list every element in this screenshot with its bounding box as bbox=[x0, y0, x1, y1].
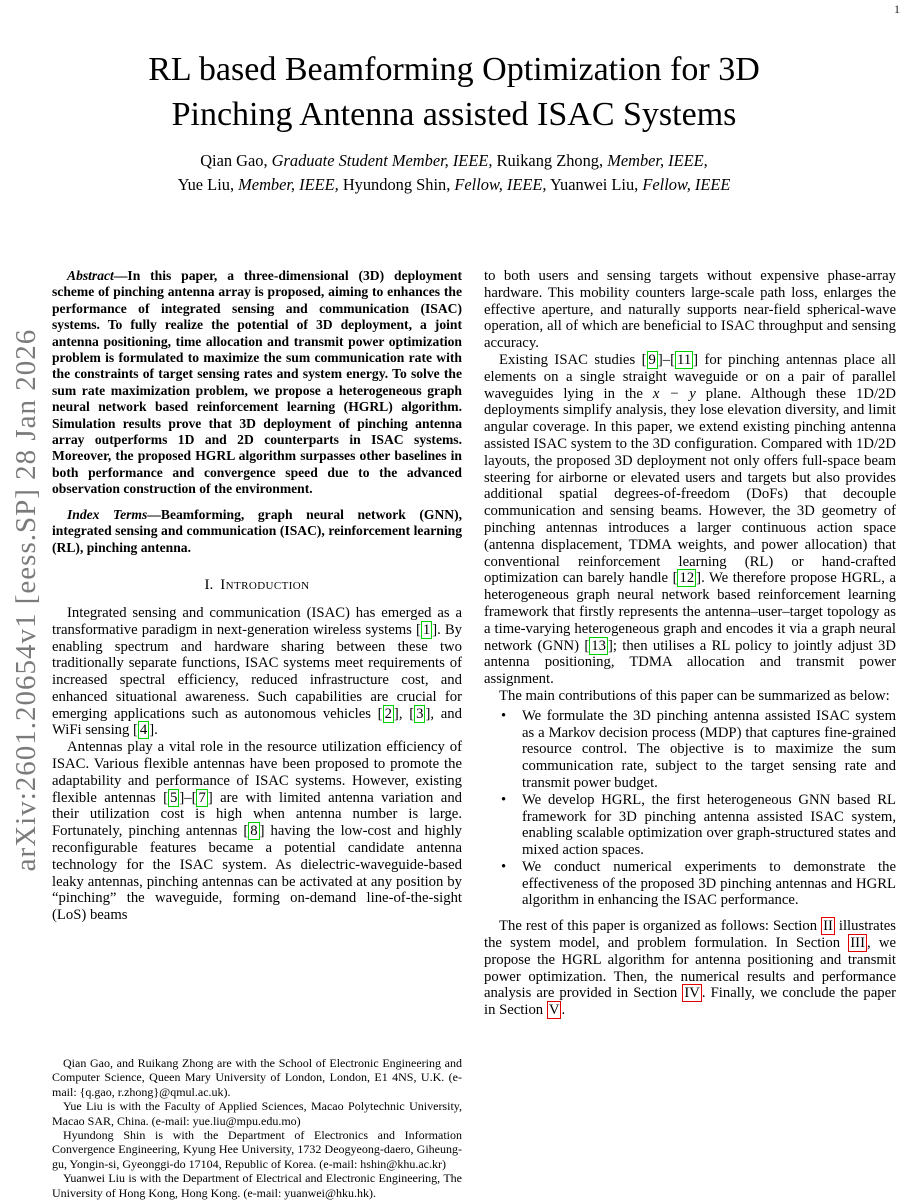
text-segment: Integrated sensing and communication (ISAC) has emerged as a transformative paradigm in next-generation wireless systems [ bbox=[52, 604, 462, 638]
text-segment: Graduate Student Member, IEEE, bbox=[271, 151, 493, 170]
arxiv-stamp: arXiv:2601.20654v1 [eess.SP] 28 Jan 2026 bbox=[10, 328, 42, 872]
author-line-1 bbox=[0, 149, 908, 173]
left-column bbox=[52, 268, 462, 1200]
text-segment: ] are with limited antenna variation and their utilization cost is high when antenna number is large. Fortunately, pinching antennas [ bbox=[52, 789, 463, 840]
text-segment: Existing ISAC studies [ bbox=[499, 351, 647, 368]
page-number: 1 bbox=[894, 2, 900, 16]
text-segment: ] having the low-cost and highly reconfigurable features became a potential candidate antenna technology for the ISAC system. As dielectric-waveguide-based leaky antennas, pinching antennas can be activated at any position by “pinching” the waveguide, forming on-demand line-of-the-sight (LoS) beams bbox=[52, 823, 462, 924]
text-segment: Yuanwei Liu, bbox=[546, 174, 643, 194]
citation-link[interactable]: 2 bbox=[384, 705, 392, 722]
section-number: I. bbox=[204, 576, 214, 593]
footnote-yue-liu: Yue Liu is with the Faculty of Applied Sciences, Macao Polytechnic University, Macao SAR, China. (e-mail: yue.liu@mpu.edu.mo) bbox=[52, 1099, 462, 1128]
text-segment: Index Terms bbox=[67, 506, 148, 522]
text-segment: —Beamforming, graph neural network (GNN), integrated sensing and communication (ISAC), reinforcement learning (RL), pinching antenna. bbox=[52, 506, 462, 555]
paper-title-line-2: Pinching Antenna assisted ISAC Systems bbox=[171, 96, 737, 133]
text-segment: ] for pinching antennas place all elements on a single straight waveguide or on a pair of parallel waveguides lying in the bbox=[484, 351, 896, 402]
footnote-qian-gao: Qian Gao, and Ruikang Zhong are with the School of Electronic Engineering and Computer Science, Queen Mary University of London, London, E1 4NS, U.K. (e-mail: {q.gao, r.zhong}@qmul.ac.uk). bbox=[52, 1055, 462, 1099]
text-segment: ], [ bbox=[393, 705, 415, 722]
text-segment: Hyundong Shin, bbox=[338, 174, 455, 194]
continuation-paragraph bbox=[484, 268, 896, 352]
index-terms-paragraph bbox=[52, 507, 462, 556]
section-ref-link[interactable]: IV bbox=[684, 985, 700, 1002]
text-segment: Yue Liu, bbox=[177, 174, 239, 194]
citation-link[interactable]: 12 bbox=[679, 570, 695, 587]
contribution-item-1 bbox=[522, 708, 896, 792]
paper-title-line-1: RL based Beamforming Optimization for 3D bbox=[148, 51, 760, 88]
section-heading-introduction bbox=[52, 577, 462, 594]
text-segment: The rest of this paper is organized as follows: Section bbox=[499, 918, 822, 935]
contribution-item-2 bbox=[522, 792, 896, 859]
text-segment: Antennas play a vital role in the resource utilization efficiency of ISAC. Various flexible antennas have been proposed to promote the adaptability and performance of ISAC systems. However, existing flexible antennas [ bbox=[52, 739, 462, 806]
text-segment: We conduct numerical experiments to demonstrate the effectiveness of the proposed 3D pinching antennas and HGRL algorithm in enhancing the ISAC performance. bbox=[522, 858, 896, 909]
section-ref-link[interactable]: V bbox=[548, 1002, 560, 1019]
intro-paragraph-2 bbox=[52, 739, 462, 924]
citation-link[interactable]: 5 bbox=[170, 789, 178, 806]
author-list bbox=[0, 149, 908, 196]
section-ref-link[interactable]: II bbox=[823, 918, 833, 935]
text-segment: Ruikang Zhong, bbox=[492, 151, 608, 170]
citation-link[interactable]: 7 bbox=[198, 789, 206, 806]
related-work-paragraph bbox=[484, 352, 896, 688]
section-ref-link[interactable]: III bbox=[850, 935, 865, 952]
right-column bbox=[484, 268, 896, 1200]
contributions-lead-paragraph bbox=[484, 688, 896, 705]
author-affiliation-footnotes bbox=[52, 1050, 462, 1200]
citation-link[interactable]: 1 bbox=[422, 621, 431, 638]
paper-header bbox=[0, 0, 908, 196]
text-segment: Fellow, IEEE bbox=[642, 174, 731, 194]
citation-link[interactable]: 11 bbox=[677, 351, 692, 368]
text-segment: Qian Gao, bbox=[200, 151, 272, 170]
text-segment: Abstract bbox=[67, 268, 114, 283]
text-segment: ]–[ bbox=[657, 351, 676, 368]
text-segment: We formulate the 3D pinching antenna assisted ISAC system as a Markov decision process (MDP) that captures fine-grained resource control. The objective is to maximize the sum communication rate, subject to the target sensing rate and transmit power budget. bbox=[522, 707, 896, 791]
text-segment: ], and WiFi sensing [ bbox=[52, 705, 462, 739]
text-segment: to both users and sensing targets without expensive phase-array hardware. This mobility counters large-scale path loss, enlarges the effective aperture, and naturally supports near-field spherical-wave operation, all of which are beneficial to ISAC throughput and sensing accuracy. bbox=[484, 268, 896, 352]
citation-link[interactable]: 13 bbox=[591, 637, 606, 654]
intro-paragraph-1 bbox=[52, 605, 462, 739]
paper-title bbox=[0, 47, 908, 137]
contribution-item-3 bbox=[522, 859, 896, 909]
text-segment: , we propose the HGRL algorithm for antenna positioning and transmit power optimization. Then, the numerical results and performance analysis are provided in Section bbox=[484, 935, 896, 1002]
text-segment: ]–[ bbox=[179, 789, 197, 806]
two-column-body bbox=[52, 268, 896, 1200]
citation-link[interactable]: 8 bbox=[250, 823, 258, 840]
citation-link[interactable]: 9 bbox=[648, 351, 656, 368]
text-segment: ]; then utilises a RL policy to jointly adjust 3D antenna positioning, TDMA allocation and transmit power assignment. bbox=[484, 637, 896, 688]
citation-link[interactable]: 4 bbox=[139, 722, 148, 739]
citation-link[interactable]: 3 bbox=[416, 705, 424, 722]
text-segment: . bbox=[561, 1002, 566, 1019]
text-segment: ]. By enabling spectrum and hardware sharing between these two traditionally separate functions, ISAC systems meet requirements of increased spectral efficiency, reduced infrastructure cost, and enhanced situational awareness. Such capabilities are crucial for emerging applications such as autonomous vehicles [ bbox=[52, 621, 463, 722]
text-segment: illustrates the system model, and problem formulation. In Section bbox=[484, 918, 896, 952]
section-title: Introduction bbox=[220, 576, 310, 593]
abstract-paragraph bbox=[52, 268, 462, 498]
author-line-2 bbox=[0, 173, 908, 197]
text-segment: Member, IEEE, bbox=[607, 151, 708, 170]
text-segment: —In this paper, a three-dimensional (3D) deployment scheme of pinching antenna array is proposed, aiming to enhances the performance of integrated sensing and communication (ISAC) systems. To fully realize the potential of 3D deployment, a joint antenna positioning, time allocation and transmit power optimization problem is formulated to maximize the sum communication rate with the constraints of target sensing rates and system energy. To solve the sum rate maximization problem, we propose a heterogeneous graph neural network based reinforcement learning (HGRL) algorithm. Simulation results prove that 3D deployment of pinching antenna array outperforms 1D and 2D counterparts in ISAC systems. Moreover, the proposed HGRL algorithm surpasses other baselines in both performance and convergence speed due to the advanced observation construction of the environment. bbox=[52, 268, 462, 497]
footnote-hyundong-shin: Hyundong Shin is with the Department of Electronics and Information Convergence Engineering, Kyung Hee University, 1732 Deogyeong-daero, Giheung-gu, Yongin-si, Gyeonggi-do 17104, Republic of Korea. (e-mail: hshin@khu.ac.kr) bbox=[52, 1127, 462, 1171]
text-segment: plane. Although these 1D/2D deployments simplify analysis, they lose elevation diversity, and limit angular coverage. In this paper, we extend existing pinching antenna assisted ISAC system to the 3D configuration. Compared with 1D/2D layouts, the proposed 3D deployment not only offers full-space beam steering for airborne or elevated users and targets but also provides additional spatial degrees-of-freedom (DoFs) that decouple communication and sensing beams. However, the 3D geometry of pinching antennas introduces a larger continuous action space (antenna displacement, TDMA weights, and power allocation) that conventional reinforcement learning (RL) or hand-crafted optimization can barely handle [ bbox=[484, 385, 896, 587]
contribution-list bbox=[484, 708, 896, 910]
text-segment: ]. We therefore propose HGRL, a heterogeneous graph neural network based reinforcement learning framework that firstly represents the antenna–user–target topology as a time-varying heterogeneous graph and encodes it via a graph neural network (GNN) [ bbox=[484, 570, 896, 654]
text-segment: . Finally, we conclude the paper in Section bbox=[484, 985, 896, 1019]
text-segment: Member, IEEE, bbox=[238, 174, 339, 194]
paper-organization-paragraph bbox=[484, 918, 896, 1019]
footnote-yuanwei-liu: Yuanwei Liu is with the Department of Electrical and Electronic Engineering, The University of Hong Kong, Hong Kong. (e-mail: yuanwei@hku.hk). bbox=[52, 1171, 462, 1200]
text-segment: We develop HGRL, the first heterogeneous GNN based RL framework for 3D pinching antenna assisted ISAC system, enabling scalable optimization over graph-structured states and mixed action spaces. bbox=[522, 791, 896, 859]
text-segment: x − y bbox=[652, 385, 696, 402]
text-segment: ]. bbox=[149, 722, 158, 739]
text-segment: Fellow, IEEE, bbox=[454, 174, 547, 194]
text-segment: The main contributions of this paper can be summarized as below: bbox=[499, 687, 890, 704]
